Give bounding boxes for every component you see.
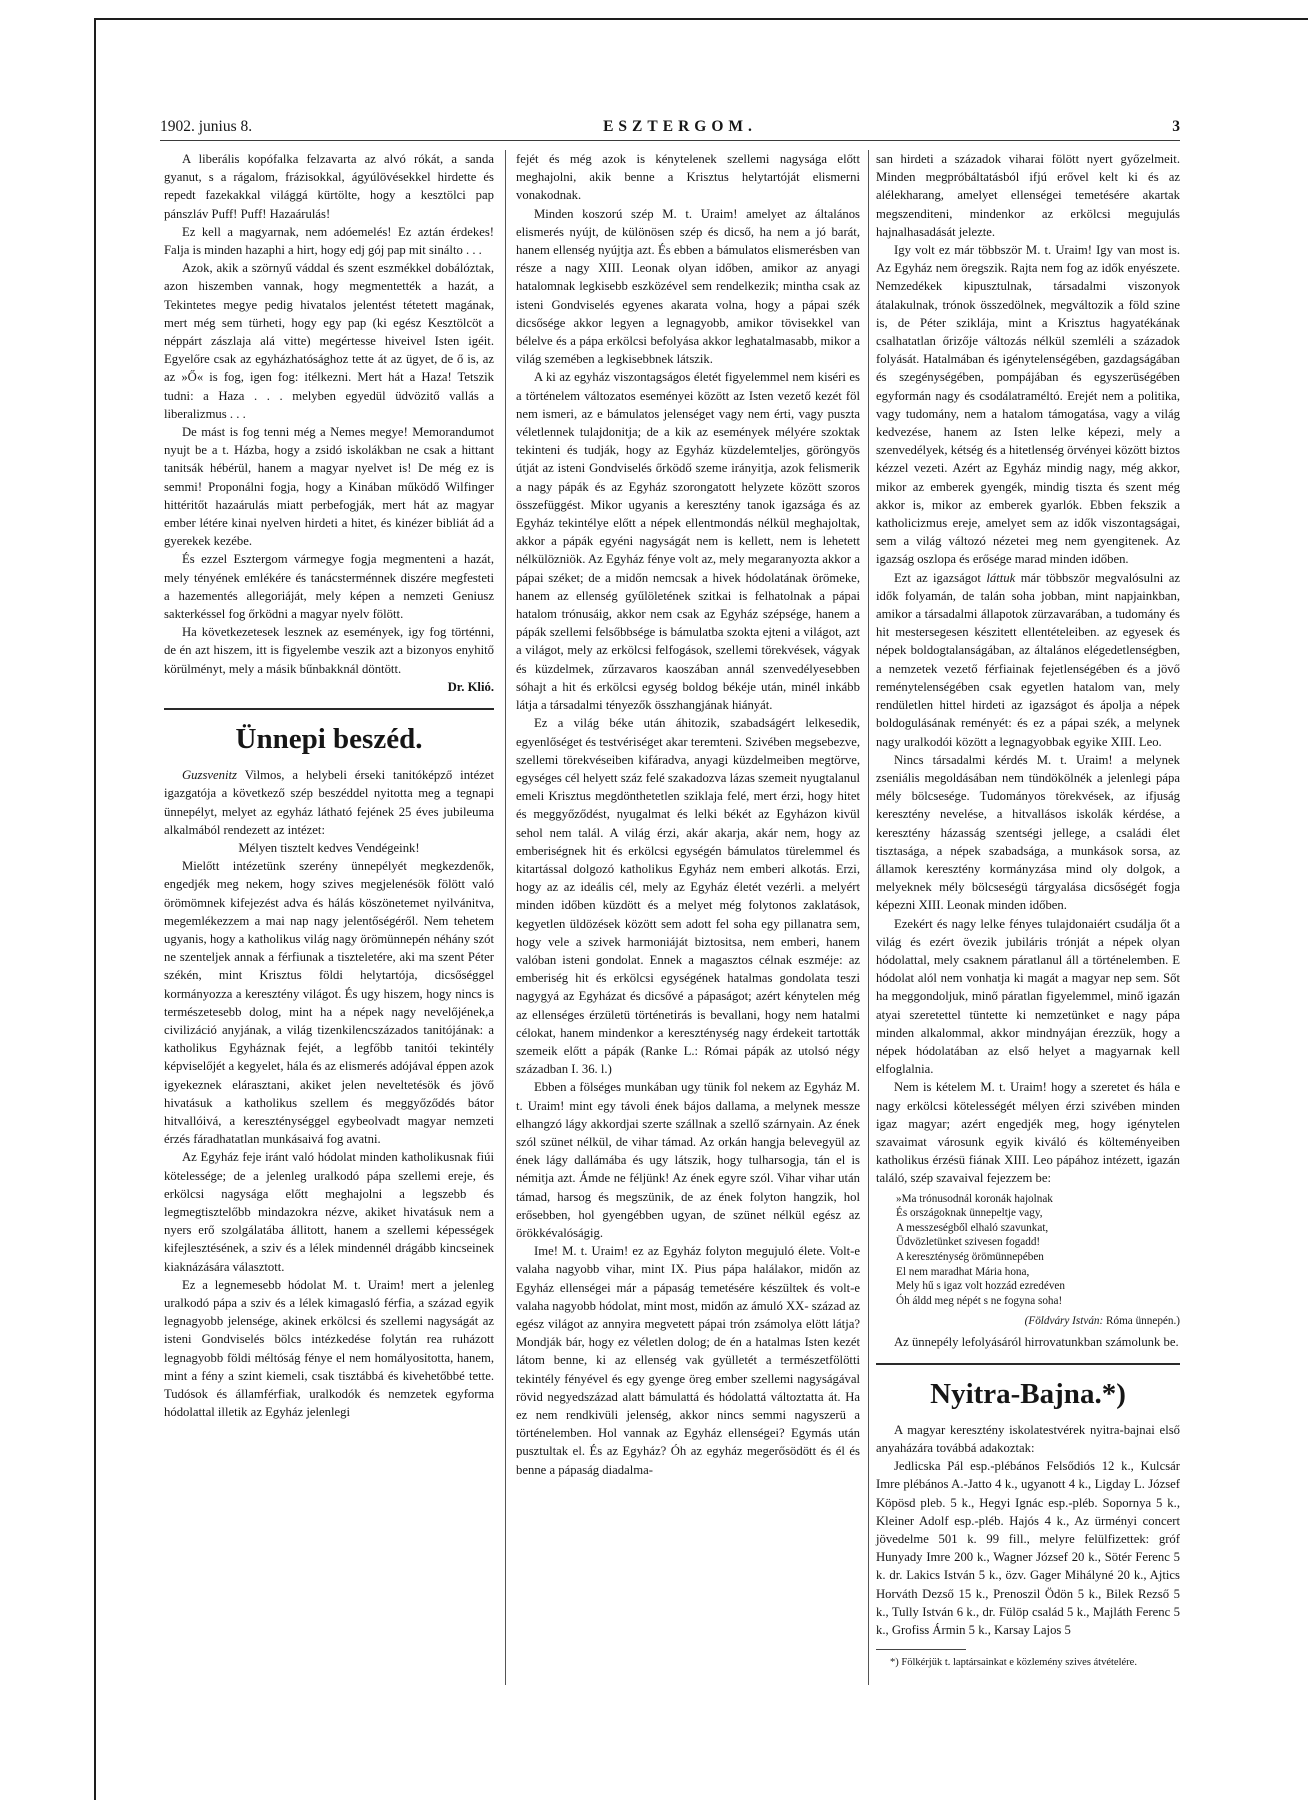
article-separator <box>164 708 494 710</box>
article-separator <box>876 1363 1180 1365</box>
newspaper-title: ESZTERGOM. <box>603 118 757 135</box>
paragraph: De mást is fog tenni még a Nemes megye! Memorandumot nyujt be a t. Házba, hogy a zsidó iskolákban ne csak a hittant tanitsák hébérül, hanem a magyar nyelvet is! De még ez is semmi! Proponálni fogja, hogy a Kinában működő Wilfinger hittéritőt hazaárulás miatt perbefogják, mert hát az magyar ember létére kinai nyelven hirdeti a hitet, és kinézer bibliát ád a gyerekek kezébe. <box>164 425 494 549</box>
paragraph: Ezekért és nagy lelke fényes tulajdonaiért csudálja őt a világ és ezért övezik jubiláris trónját a népek olyan hódolattal, mely csaknem páratlanul áll a történelemben. E hódolat alól nem vonhatja ki magát a magyar nep sem. Sőt ha meggondoljuk, minő páratlan figyelemmel, minő igazán atyai szeretettel tüntette ki nemzetünket e nagy pápa minden alkalommal, akkor mindnyájan érezzük, hogy a népek hódolatában az első helyet a magyarnak kell elfoglalnia. <box>876 916 1180 1077</box>
column-2 <box>516 150 860 1479</box>
poem-line: Óh áldd meg népét s ne fogyna soha! <box>896 1294 1063 1307</box>
paragraph: Az Egyház feje iránt való hódolat minden katholikusnak fiúi kötelessége; de a jelenleg uralkodó pápa szellemi ereje, és erkölcsi nagysága előtt meghajolni a legszebb és legmegtisztelőbb mindazokra nézve, akiket hivatásuk nem a nyers erő szolgálatába állitott, hanem a szellemi képességek kifejlesztésének, a sziv és a lélek mindennél drágább kincseinek kiaknázására választott. <box>164 1150 494 1274</box>
intro-text: Vilmos, a helybeli érseki tanitóképző intézet igazgatója a következő szép beszéddel nyitotta meg a tegnapi ünnepélyt, melyet az egyház látható fejének 25 éves jubileuma alkalmából rendezett az intézet: <box>164 768 494 837</box>
paragraph: Azok, akik a szörnyű váddal és szent eszmékkel dobálóztak, azon hiszemben vannak, hogy megmentették a hazát, a Tekintetes megye pedig hivatalos jelentést tétetett magának, mert még sem türheti, hogy egy pap (ki egész Kesztölcöt a néppárt zászlaja alá vitte) megértesse hiveivel Isten igéit. Egyelőre csak az egyházhatósághoz tette át az ügyet, de ő is, az az »Ő« is fog, igen fog: itélkezni. Mert hát a Haza! Tetszik tudni: a Haza . . . melyben egyedül üdvözitő vallás a liberalizmus . . . <box>164 261 494 421</box>
header-rule <box>160 140 1180 141</box>
paragraph: Nem is kételem M. t. Uraim! hogy a szeretet és hála e nagy erkölcsi kötelességét mélyen érzi szivében minden igaz magyar; azért engedjék meg, hogy igénytelen szavaimat városunk egyik kiváló és költeményeiben katholikus érzésü fiának XIII. Leo pápához intézett, igazán találó, szép szavaival fejezzem be: <box>876 1080 1180 1186</box>
paragraph: A liberális kopófalka felzavarta az alvó rókát, a sanda gyanut, s a rágalom, frázisokkal, ágyúlövésekkel hirdette és repedt fazekakkal világgá kürtölte, hogy a kesztölci pap pánszláv Puff! Puff! Hazaárulás! <box>164 152 494 221</box>
poem-line: A kereszténység örömünnepében <box>896 1250 1044 1263</box>
article-signature: Dr. Klió. <box>447 679 494 694</box>
paragraph: Ime! M. t. Uraim! ez az Egyház folyton megujuló élete. Volt-e valaha nagyobb vihar, mint IX. Pius pápa halálakor, midőn az Egyház ellenségei már a pápaság temetésére készültek és volt-e valaha nagyobb hódolat, mint most, midőn az ámuló XX- század az egész világot az annyira megvetett pápai trón zsámolya elött látja? Mondják bár, hogy ez véletlen dolog; de én a hatalmas Isten kezét látom benne, ki az ellenség vak gyülletét a természetfölötti tekintély fényével és egy gyenge öreg ember szellemi nagyságával rövid negyedszázad alatt bámulattá és hódolattá változtatta át. Ha ez nem rendkivüli jelenség, akkor nincs semmi nagyszerü a történelemben. Hol vannak az Egyház ellenségei? Egymás után pusztultak el. És az Egyház? Óh az egyház megerősödött és él és benne a pápaság diadalma- <box>516 1244 860 1477</box>
column-divider-2 <box>868 150 869 1685</box>
salutation: Mélyen tisztelt kedves Vendégeink! <box>238 840 420 855</box>
paragraph: Ebben a fölséges munkában ugy tünik fol nekem az Egyház M. t. Uraim! mint egy távoli ének bájos dallama, a melynek messze elhangzó lágy akkordjai szerte szállnak a szellő szárnyain. Az ének szól szünet nélkül, de vihar támad. Az orkán hangja belevegyül az ének lágy dallámába és ugy látszik, hogy tulharsogja, tán el is némitja azt. Ámde ne féljünk! Az ének egyre szól. Vihar vihar után támad, harsog és megszünik, de az ének folyton hangzik, hol erősebben, hol gyengébben ugyan, de szünet nélkül egész az örökkévalóságig. <box>516 1080 860 1240</box>
paragraph: Igy volt ez már többször M. t. Uraim! Igy van most is. Az Egyház nem öregszik. Rajta nem fog az idők enyészete. Nemzedékek kipusztulnak, társadalmi viszonyok átalakulnak, trónok összedölnek, megváltozik a föld szine is, de Péter sziklája, mint a Krisztus hagyatékának csalhatatlan őrizője változás nélkül szemléli a századok folyását. Hatalmában és igénytelenségében, gazdagságában és szegénységében, pompájában és egyszerüségében egyformán nagy és csodálatraméltó. Erejét nem a politika, vagy tudomány, nem a hatalom támogatása, vagy a világ kedvezése, hanem az Isten lelke képezi, mely a szenvedélyek, kétség és a hitetlenség örvényei között biztos kézzel vezeti. Azért az Egyház mindig nagy, még akkor, mikor az emberek gyengék, mindig tiszta és szent még akkor is, mikor az emberek gyarlók. Ebben fekszik a katholicizmus ereje, amelyet sem az idők viszontagságai, sem a világ változó nézetei meg nem gyengitenek. Az igazság oszlopa és erősége marad minden időben. <box>876 243 1180 567</box>
poem-line: »Ma trónusodnál koronák hajolnak <box>896 1192 1053 1205</box>
poem-line: Üdvözletünket szivesen fogadd! <box>896 1236 1041 1249</box>
paragraph: És ezzel Esztergom vármegye fogja megmenteni a hazát, mely tényének emlékére és tanácsterménnek diszére megfesteti a hazementés allegoriáját, mely képen a nemzeti Geniusz sakterkéssel fog őrködni a magyar nyelv fölött. <box>164 552 494 622</box>
intro-paragraph <box>164 766 494 839</box>
column-3 <box>876 150 1180 1670</box>
poem-line: Mely hű s igaz volt hozzád ezredéven <box>896 1280 1065 1293</box>
article-heading: Ünnepi beszéd. <box>235 723 423 756</box>
article-heading: Nyitra-Bajna.*) <box>930 1377 1126 1410</box>
column-1 <box>164 150 494 1421</box>
paragraph: Minden koszorú szép M. t. Uraim! amelyet az általános elismerés nyújt, de különösen szép és dicső, ha nem a jó barát, hanem ellenség nyújtja azt. És ebben a bámulatos elismerésben van része a nagy XIII. Leonak olyan időben, amikor az anyagi hatalomnak legkisebb eszközével sem rendelkezik; mintha csak az isteni Gondviselés egyenes akarata volna, hogy a pápai szék dicsősége akkor legyen a legnagyobb, amikor tövisekkel van bélelve és a pápa erkölcsi befolyása akkor leghatalmasabb, mikor a világ szemében a legkisebbnek látszik. <box>516 206 860 367</box>
issue-date: 1902. junius 8. <box>160 118 253 135</box>
paragraph: Az ünnepély lefolyásáról hirrovatunkban számolunk be. <box>894 1334 1179 1349</box>
poem-line: A messzeségből elhaló szavunkat, <box>896 1221 1049 1234</box>
speaker-name: Guzsvenitz <box>182 768 237 783</box>
footnote: *) Fölkérjük t. laptársainkat e közlemény szives átvételére. <box>890 1657 1137 1669</box>
paragraph: Jedlicska Pál esp.-plébános Felsődiós 12 k., Kulcsár Imre plébános A.-Jatto 4 k., ugyanott 4 k., Ligday L. József Köpösd pleb. 5 k., Hegyi Ignác esp.-pléb. Sopornya 5 k., Kleiner Adolf esp.-pléb. Hajós 4 k., Az ürményi concert jövedelme 501 k. 99 fill., melyre felülfizettek: gróf Hunyady Imre 200 k., Wagner József 20 k., Sötér Ferenc 5 k. dr. Lakics István 5 k., özv. Gager Mihályné 20 k., Ajtics Horváth Dezső 15 k., Prenoszil Ödön 5 k., Bilek Rezső 5 k., Tully István 6 k., dr. Fülöp család 5 k., Majláth Ferenc 5 k., Grofiss Ármin 5 k., Karsay Lajos 5 <box>876 1459 1180 1637</box>
paragraph: Ha következetesek lesznek az események, igy fog történni, de én azt hiszem, itt is figyelembe veszik azt a bizonyos enyhitő körülményt, mely a másik bűnbakknál döntött. <box>164 625 494 676</box>
paragraph: san hirdeti a századok viharai fölött nyert győzelmeit. Minden megpróbáltatásból ifjú erővel kelt ki és az alélekharang, amelyet ellenségei temetésére akartak megszenditeni, mindenkor az erkölcsi megujulás hajnalhasadását jelezte. <box>876 152 1180 239</box>
footnote-rule <box>876 1649 966 1650</box>
column-divider-1 <box>505 150 506 1685</box>
poem-line: El nem maradhat Mária hona, <box>896 1265 1030 1278</box>
paragraph: A magyar keresztény iskolatestvérek nyitra-bajnai első anyaházára továbbá adakoztak: <box>876 1422 1180 1455</box>
paragraph: fejét és még azok is kénytelenek szellemi nagysága előtt meghajolni, akik benne a Krisztus helytartóját elismerni vonakodnak. <box>516 152 860 203</box>
page-header <box>160 118 1180 142</box>
paragraph: A ki az egyház viszontagságos életét figyelemmel nem kiséri es a történelem változatos eseményei között az Isten vezető kezét föl nem ismeri, az e bámulatos jelenséget vagy nem érti, vagy puszta véletlennek tulajdonitja; de a kik az események mélyére szoktak tekinteni és tudják, hogy az Egyház küzdelemteljes, göröngyös útját az isteni Gondviselés őrködő szeme irányitja, azok felismerik a nagy pápák és az Egyház szorongatott helyzete között szoros összefüggést. Mikor ugyanis a keresztény tanok igazsága és az Egyház tekintélye előtt a népek ellentmondás nélkül meghajoltak, akkor a pápák egyéni nagyságát nem is kellett, nem is lehetett nélkülözniök. Az Egyház fénye volt az, mely megaranyozta akkor a pápai széket; de a midőn nemcsak a hivek hódolatának örömeke, hanem az ellenség gyűlöletének szitkai is felhatolnak a pápai hatalom trónusáig, akkor nem csak az Egyház szépsége, hanem a pápák szellemi felsőbbsége is bámulatba szokta ejteni a világot, azt a világot, mely az erkölcsi felfogások, szellemi törekvések, vágyak és küzdelmek, zűrzavaros kaoszában annál szenvedélyesebben sóhajt a hit és erkölcsi egység boldog békéje után, minél inkább látja a társadalmi tényezők összhangjának hiányát. <box>516 370 860 713</box>
page-scan-border-top <box>94 18 1308 20</box>
page-number: 3 <box>1172 118 1180 135</box>
paragraph: Mielőtt intézetünk szerény ünnepélyét megkezdenők, engedjék meg nekem, hogy szives megjelenésök fölött való örömömnek kifejezést adva és hálás köszönetemet nyilvánitva, megemlékezzem a mai nap nagy jelentőségéről. Nem tehetem ugyanis, hogy a katholikus világ nagy örömünnepén néhány szót ne szenteljek annak a férfiunak a tiszteletére, aki ma szent Péter székén, mint Krisztus földi helytartója, dicsőséggel kormányozza a keresztény világot. És ugy hiszem, hogy nincs is természetesebb dolog, mint ha a népek nagy nevelőjének,a civilizáció anyjának, a világ tizenkilencszázados tanitójának: a katholikus Egyháznak fejét, a legfőbb tanitói tekintély képviselőjét a kegyelet, hála és az elismerés adójával éppen azok igyekeznek elárasztani, akiket jelen neveltetésök és jövő hivatásuk a katholikus szellem és meggyőződés bátor hitvallóivá, a kereszténységgel egybeolvadt magyar nemzeti érzés fáradhatatlan munkásaivá fog avatni. <box>164 859 494 1147</box>
poem-source: (Földváry István: Róma ünnepén.) <box>1024 1315 1180 1328</box>
poem-line: És országoknak ünnepeltje vagy, <box>896 1207 1043 1220</box>
paragraph: Nincs társadalmi kérdés M. t. Uraim! a melynek zseniális megoldásában nem tündökölnék a jelenlegi pápa mély bölcsesége. Tudományos törekvések, az ifjuság keresztény nevelése, a hitvallásos iskolák kérdése, a keresztény házasság szentségi jellege, a családi élet tisztasága, a népek szabadsága, a munkások sorsa, az államok keresztény kormányzása mind oly dolgok, a melyeknek mély bölcseségü tárgyalása dicsőségét fogja képezni XIII. Leonak minden időben. <box>876 752 1180 913</box>
paragraph: Ezt az igazságot láttuk már többször megvalósulni az idők folyamán, de talán soha jobban, mint napjainkban, amikor a társadalmi állapotok zürzavarában, a tudomány és hit mestersegesen készitett ellentételeiben. az egyesek és népek boldogtalanságában, az általános elégedetlenségben, a nemzetek vezető férfiainak fejetlenségében és a jövő reménytelenségében csak egyetlen hatalom van, mely rendületlen hittel hirdeti az igazságot és ápolja a népek boldogulásának reményét: és ez a pápai szék, a melynek nagy uralkodói között a legnagyobbak egyike XIII. Leo. <box>876 570 1180 749</box>
paragraph: Ez kell a magyarnak, nem adóemelés! Ez aztán érdekes! Falja is minden hazaphi a hirt, hogy edj gój pap mit sinálto . . . <box>164 224 494 258</box>
paragraph: Ez a világ béke után áhitozik, szabadságért lelkesedik, egyenlőséget és testvériséget akar teremteni. Szivében megsebezve, szellemi törekvéseiben kifáradva, anyagi küzdelmeiben megtörve, egységes cél helyett száz felé szakadozva lázas szemeit nyugtalanul emeli Krisztus megdönthetetlen sziklaja felé, mert érzi, hogy hitet és meggyőződést, nyugalmat és lelki békét az Egyházon kivül sehol nem talál. A világ érzi, akár akarja, akár nem, hogy az emberiségnek hit és erkölcsi egységén bámulatos türelemmel és kitartással dolgozó katholikus Egyház nem emberi alkotás. Erzi, hogy az az ideális cél, mely az Egyház életét vezérli. a melyért minden időben küzdött és a melyet még folytonos zaklatások, kegyetlen üldözések között sem adott fel soha egy pillanatra sem, hogy vele a szivek harmoniáját biztositsa, nem emberi, hanem valóban isteni gondolat. Ennek a magasztos célnak eszméje: az emberiség hit és erkölcsi egységének hatalmas gondolata teszi nagygyá az Egyházat és dicsővé a pápaságot; azért kénytelen még az ellenséges érzületü történetirás is bevallani, hogy nem hatalmi célokat, hanem mindenkor a kereszténység nagy érdekeit tartották szemeik előtt a pápák (Ranke L.: Római pápák az utolsó négy században I. 36. l.) <box>516 716 860 1077</box>
page-scan-border-left <box>94 18 96 1800</box>
poem-quote <box>896 1192 1180 1309</box>
paragraph: Ez a legnemesebb hódolat M. t. Uraim! mert a jelenleg uralkodó pápa a sziv és a lélek kimagasló férfia, a század egyik legnagyobb jelensége, akinek erkölcsi és szellemi nagyságát az isteni Gondviselés bölcs intézkedése folytán rea ruházott legnagyobb földi méltóság fénye el nem homályositotta, hanem, mint a fény a szint kiemeli, csak tisztábbá és kivehetőbbé tette. Tudósok és államférfiak, uralkodók és nemzetek egyforma hódolattal illetik az Egyház jelenlegi <box>164 1277 494 1420</box>
